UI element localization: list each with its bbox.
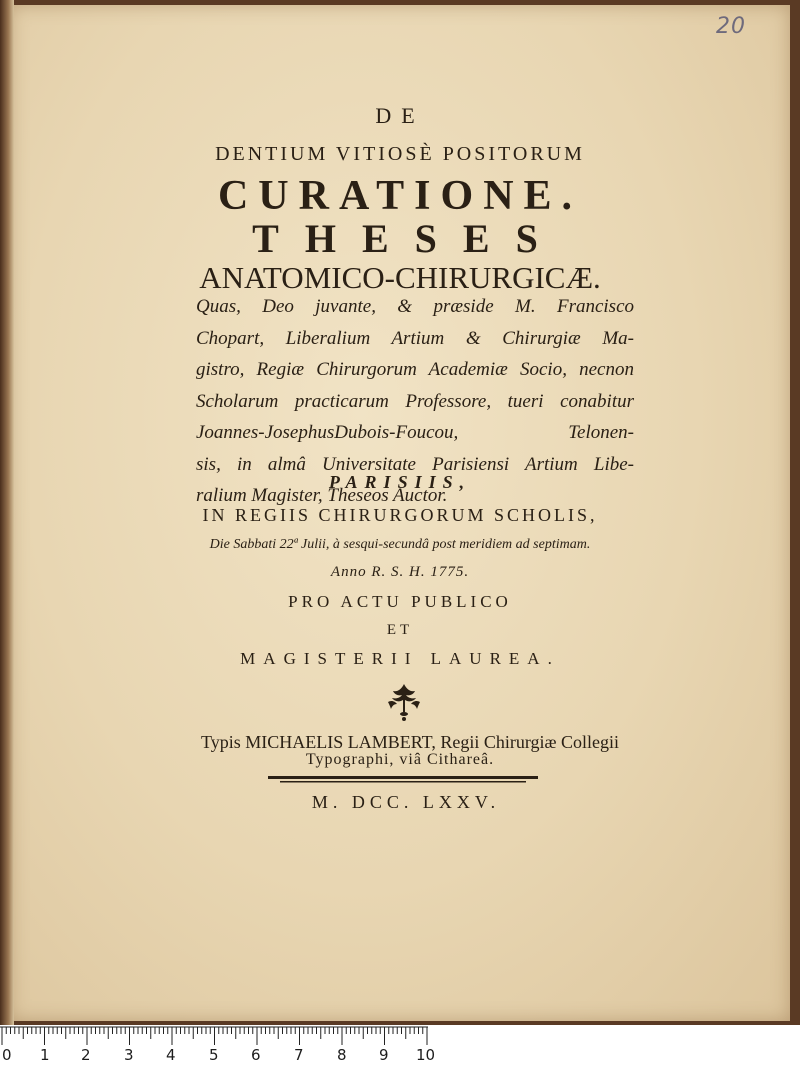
purpose-line-3: MAGISTERII LAUREA. — [240, 649, 560, 668]
purpose-line-2: ET — [386, 622, 414, 638]
ruler-number: 4 — [166, 1046, 176, 1064]
place-name: PARISIIS, — [328, 472, 472, 492]
ruler-number: 1 — [40, 1046, 50, 1064]
paragraph-line: Quas, Deo juvante, & præside M. Francisco — [196, 296, 634, 317]
paragraph-line: gistro, Regiæ Chirurgorum Academiæ Socio, necnon — [196, 359, 634, 380]
title-dentium: DENTIUM VITIOSÈ POSITORUM — [215, 143, 585, 165]
ruler-number: 2 — [81, 1046, 91, 1064]
paragraph-line: sis, in almâ Universitate Parisiensi Artium Libe- — [196, 453, 634, 475]
pencil-annotation: 20 — [716, 14, 746, 39]
title-theses: THESES — [252, 216, 564, 261]
title-anatomico: ANATOMICO-CHIRURGICÆ. — [199, 260, 601, 295]
fleuron-ornament-icon — [385, 682, 423, 722]
ruler-number: 0 — [2, 1046, 12, 1064]
printer-line-1: Typis MICHAELIS LAMBERT, Regii Chirurgiæ Collegii — [201, 732, 619, 752]
title-de: DE — [375, 103, 425, 128]
ruler-number: 9 — [379, 1046, 389, 1064]
ruler-number: 10 — [416, 1046, 436, 1064]
paragraph-line: ralium Magister, Theseos Auctor. — [196, 485, 448, 506]
printer-line-2: Typographi, viâ Cithareâ. — [305, 751, 495, 768]
venue: IN REGIIS CHIRURGORUM SCHOLIS, — [202, 505, 598, 525]
title-curatione: CURATIONE. — [217, 173, 583, 219]
publication-year: M. DCC. LXXV. — [311, 792, 501, 812]
purpose-line-1: PRO ACTU PUBLICO — [288, 592, 512, 611]
ruler-number: 8 — [337, 1046, 347, 1064]
date-line: Die Sabbati 22ª Julii, à sesqui-secundâ post meridiem ad septimam. — [209, 537, 591, 552]
ruler-number: 7 — [294, 1046, 304, 1064]
paragraph-line: Joannes-JosephusDubois-Foucou, Telonen- — [196, 422, 634, 443]
ruler-number: 3 — [124, 1046, 134, 1064]
paragraph-line: Scholarum practicarum Professore, tueri conabitur — [196, 390, 634, 412]
ruler-number: 5 — [209, 1046, 219, 1064]
paragraph-line: Chopart, Liberalium Artium & Chirurgiæ Ma- — [196, 327, 634, 349]
double-rule-divider — [268, 775, 538, 785]
anno-line: Anno R. S. H. 1775. — [330, 564, 470, 580]
ruler-number: 6 — [251, 1046, 261, 1064]
